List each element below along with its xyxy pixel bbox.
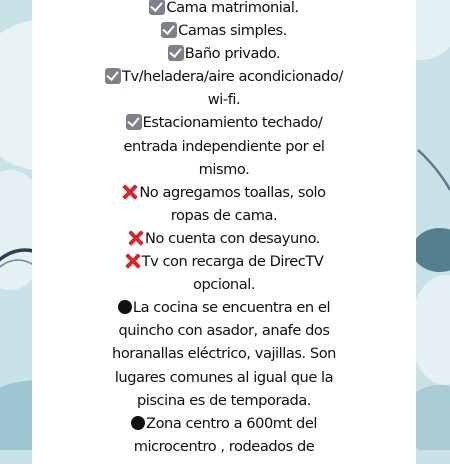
line-text: No agregamos toallas, solo bbox=[139, 183, 326, 201]
black-circle-icon bbox=[131, 416, 145, 430]
text-line bbox=[32, 250, 416, 273]
text-line bbox=[32, 0, 416, 19]
red-cross-icon bbox=[125, 253, 141, 269]
text-line bbox=[32, 227, 416, 250]
text-line bbox=[32, 412, 416, 435]
line-text: opcional. bbox=[192, 276, 256, 294]
text-line bbox=[32, 319, 416, 342]
text-line bbox=[32, 366, 416, 389]
line-text: entrada independiente por el bbox=[123, 137, 325, 155]
amenities-list bbox=[32, 0, 416, 458]
line-text: ropas de cama. bbox=[170, 206, 278, 224]
check-box-icon bbox=[105, 68, 121, 84]
red-cross-icon bbox=[128, 230, 144, 246]
line-text: Zona centro a 600mt del bbox=[146, 414, 317, 432]
line-text: lugares comunes al igual que la bbox=[114, 368, 334, 386]
line-text: La cocina se encuentra en el bbox=[132, 299, 331, 317]
text-line bbox=[32, 435, 416, 458]
text-line bbox=[32, 19, 416, 42]
text-line bbox=[32, 158, 416, 181]
check-box-icon bbox=[168, 45, 184, 61]
text-line bbox=[32, 42, 416, 65]
line-text: Estacionamiento techado/ bbox=[142, 114, 323, 132]
text-line bbox=[32, 389, 416, 412]
line-text: Camas simples. bbox=[178, 22, 287, 40]
text-line bbox=[32, 111, 416, 134]
line-text: No cuenta con desayuno. bbox=[144, 229, 320, 247]
line-text: Tv/heladera/aire acondicionado/ bbox=[122, 68, 343, 86]
text-line bbox=[32, 135, 416, 158]
text-line bbox=[32, 296, 416, 319]
text-line bbox=[32, 342, 416, 365]
check-box-icon bbox=[126, 114, 142, 130]
black-circle-icon bbox=[118, 300, 132, 314]
text-line bbox=[32, 181, 416, 204]
check-box-icon bbox=[149, 0, 165, 15]
line-text: Baño privado. bbox=[184, 45, 281, 63]
text-line bbox=[32, 273, 416, 296]
text-line bbox=[32, 204, 416, 227]
text-line bbox=[32, 88, 416, 111]
line-text: mismo. bbox=[198, 160, 250, 178]
line-text: Tv con recarga de DirecTV bbox=[141, 253, 324, 271]
text-line bbox=[32, 65, 416, 88]
red-cross-icon bbox=[122, 184, 138, 200]
line-text: Cama matrimonial. bbox=[166, 0, 299, 16]
line-text: piscina es de temporada. bbox=[136, 391, 312, 409]
line-text: horanallas eléctrico, vajillas. Son bbox=[112, 345, 336, 363]
line-text: wi-fi. bbox=[207, 91, 241, 109]
check-box-icon bbox=[161, 22, 177, 38]
line-text: quincho con asador, anafe dos bbox=[118, 322, 330, 340]
line-text: microcentro , rodeados de bbox=[133, 437, 315, 455]
